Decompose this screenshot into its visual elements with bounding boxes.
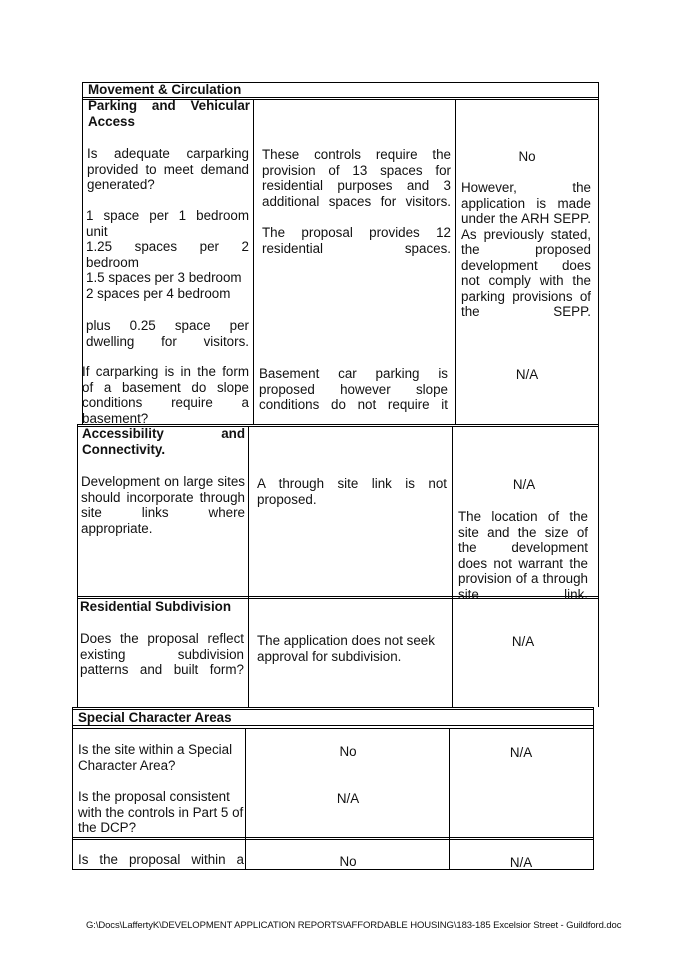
- access-status: N/A: [512, 477, 536, 492]
- parking-comment: However, the application is made under the ARH SEPP. As previously stated, the proposed development does not comply with the parking provisions of the SEPP.: [461, 180, 591, 319]
- parking-response-provided: The proposal provides 12 residential spaces.: [262, 225, 451, 256]
- section-heading-movement: Movement & Circulation: [88, 82, 242, 97]
- rate-2: 1.25 spaces per 2 bedroom: [86, 239, 249, 270]
- subheading-parking: Parking and Vehicular Access: [88, 98, 250, 129]
- subdivision-status: N/A: [511, 634, 535, 649]
- basement-response: Basement car parking is proposed however slope conditions do not require it: [259, 366, 448, 412]
- subdivision-response: The application does not seek approval for subdivision.: [257, 633, 435, 664]
- parking-status: No: [518, 149, 536, 164]
- special-q2-question: Is the proposal consistent with the controls in Part 5 of the DCP?: [78, 789, 244, 835]
- parking-response-controls: These controls require the provision of 13 spaces for residential purposes and 3 additional spaces for visitors.: [262, 147, 451, 209]
- parking-question: Is adequate carparking provided to meet demand generated?: [87, 146, 249, 192]
- access-question: Development on large sites should incorporate through site links where appropriate.: [81, 474, 245, 536]
- special-q1-status: N/A: [509, 745, 533, 760]
- access-comment: The location of the site and the size of the development does not warrant the provision of a through site link.: [458, 509, 588, 602]
- subheading-subdivision: Residential Subdivision: [80, 599, 232, 614]
- basement-status: N/A: [515, 367, 539, 382]
- rate-4: 2 spaces per 4 bedroom: [86, 285, 231, 301]
- rate-3: 1.5 spaces per 3 bedroom: [86, 270, 242, 285]
- special-q1-question: Is the site within a Special Character Area?: [78, 742, 233, 773]
- subdivision-question: Does the proposal reflect existing subdivision patterns and built form?: [80, 631, 244, 677]
- subheading-accessibility: Accessibility and Connectivity.: [82, 426, 245, 457]
- special-q3-response: No: [339, 854, 357, 869]
- special-q2-response: N/A: [336, 791, 360, 806]
- section-heading-special: Special Character Areas: [78, 710, 232, 725]
- special-q3-status: N/A: [509, 855, 533, 870]
- rate-1: 1 space per 1 bedroom unit: [86, 208, 249, 239]
- parking-visitor-rate: plus 0.25 space per dwelling for visitors.: [86, 318, 249, 349]
- basement-question: If carparking is in the form of a basement do slope conditions require a basement?: [82, 364, 249, 426]
- footer-file-path: G:\Docs\LaffertyK\DEVELOPMENT APPLICATION REPORTS\AFFORDABLE HOUSING\183-185 Excelsior Street - Guildford.doc: [86, 920, 622, 931]
- parking-rates: [86, 208, 249, 301]
- special-q1-response: No: [339, 744, 357, 759]
- special-q3-question: Is the proposal within a: [78, 852, 244, 867]
- access-response: A through site link is not proposed.: [257, 476, 447, 507]
